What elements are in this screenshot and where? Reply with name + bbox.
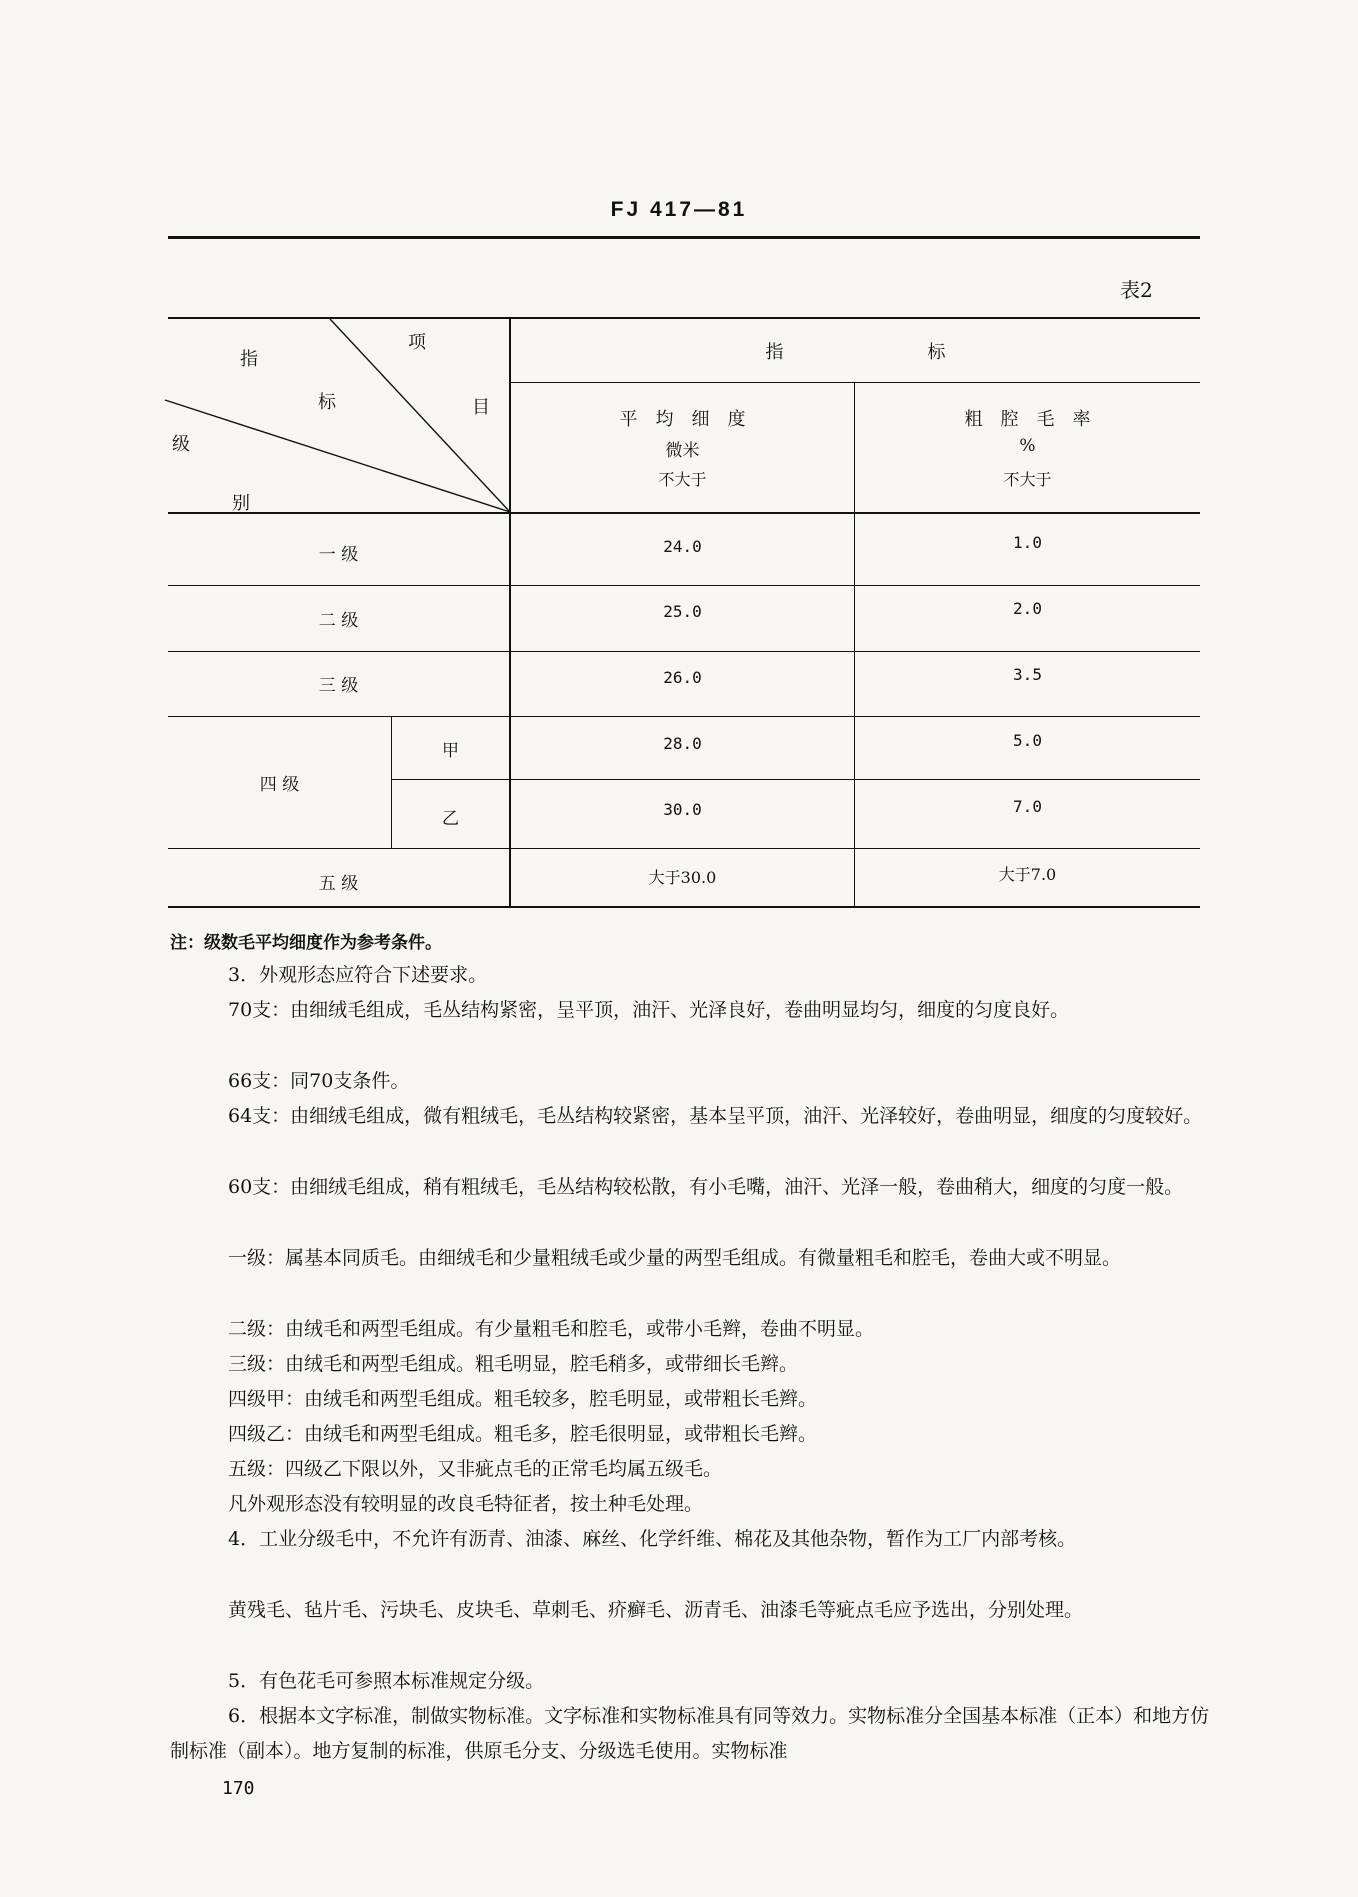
paragraph-10: 四级乙：由绒毛和两型毛组成。粗毛多，腔毛很明显，或带粗长毛辫。 [228, 1423, 818, 1445]
grade-cell-4: 四 级 [259, 775, 300, 795]
corner-label-ji: 级 [172, 434, 190, 455]
paragraph-14: 黄残毛、毡片毛、污块毛、皮块毛、草刺毛、疥癣毛、沥青毛、油漆毛等疵点毛应予选出，分别处理。 [228, 1599, 1084, 1621]
rate-cell-5: 7.0 [1013, 797, 1042, 816]
column-header-rate: 粗 腔 毛 率 [964, 409, 1091, 430]
subgrade-cell-jia: 甲 [442, 741, 459, 761]
rate-cell-1: 1.0 [1013, 533, 1042, 552]
grade-cell-1: 一 级 [318, 545, 359, 565]
page-number: 170 [222, 1778, 255, 1799]
paragraph-15: 5．有色花毛可参照本标准规定分级。 [228, 1670, 545, 1692]
column-unit-fineness: 微米 [665, 441, 700, 461]
paragraph-8: 三级：由绒毛和两型毛组成。粗毛明显，腔毛稍多，或带细长毛辫。 [228, 1353, 799, 1375]
fineness-cell-5: 30.0 [663, 800, 702, 819]
grade-cell-6: 五 级 [318, 874, 359, 894]
paragraph-1: 3．外观形态应符合下述要求。 [228, 964, 488, 986]
rate-cell-4: 5.0 [1013, 731, 1042, 750]
fineness-cell-2: 25.0 [663, 602, 702, 621]
paragraph-5: 60支：由细绒毛组成，稍有粗绒毛，毛丛结构较松散，有小毛嘴，油汗、光泽一般，卷曲稍大，细度的匀度一般。 [228, 1176, 1184, 1198]
fineness-cell-1: 24.0 [663, 537, 702, 556]
column-cond-rate: 不大于 [1003, 470, 1052, 489]
corner-label-zhi: 指 [240, 349, 258, 370]
paragraph-7: 二级：由绒毛和两型毛组成。有少量粗毛和腔毛，或带小毛辫，卷曲不明显。 [228, 1318, 875, 1340]
paragraph-12: 凡外观形态没有较明显的改良毛特征者，按土种毛处理。 [228, 1493, 704, 1515]
paragraph-16: 6．根据本文字标准，制做实物标准。文字标准和实物标准具有同等效力。实物标准分全国基本标准（正本）和地方仿制标准（副本）。地方复制的标准，供原毛分支、分级选毛使用。实物标准 [170, 1705, 1210, 1762]
grade-cell-2: 二 级 [318, 611, 359, 631]
column-header-fineness: 平 均 细 度 [619, 409, 746, 430]
column-unit-rate: % [1019, 436, 1036, 456]
fineness-cell-3: 26.0 [663, 668, 702, 687]
paragraph-4: 64支：由细绒毛组成，微有粗绒毛，毛丛结构较紧密，基本呈平顶，油汗、光泽较好，卷曲明显，细度的匀度较好。 [228, 1105, 1203, 1127]
paragraph-9: 四级甲：由绒毛和两型毛组成。粗毛较多，腔毛明显，或带粗长毛辫。 [228, 1388, 818, 1410]
rate-cell-3: 3.5 [1013, 665, 1042, 684]
table-note: 注：级数毛平均细度作为参考条件。 [170, 933, 442, 953]
subgrade-cell-yi: 乙 [442, 809, 459, 829]
corner-label-biao: 标 [318, 392, 336, 413]
rate-cell-6: 大于7.0 [998, 865, 1057, 884]
paragraph-3: 66支：同70支条件。 [228, 1070, 410, 1092]
document-code: FJ 417—81 [610, 198, 748, 221]
fineness-cell-4: 28.0 [663, 734, 702, 753]
corner-label-mu: 目 [472, 397, 490, 418]
column-cond-fineness: 不大于 [658, 470, 707, 489]
paragraph-2: 70支：由细绒毛组成，毛丛结构紧密，呈平顶，油汗、光泽良好，卷曲明显均匀，细度的匀度良好。 [228, 999, 1070, 1021]
grade-cell-3: 三 级 [318, 676, 359, 696]
corner-label-xiang: 项 [408, 332, 426, 353]
paragraph-13: 4．工业分级毛中，不允许有沥青、油漆、麻丝、化学纤维、棉花及其他杂物，暂作为工厂内部考核。 [228, 1528, 1077, 1550]
table-label: 表2 [1120, 278, 1153, 302]
corner-label-bie: 别 [232, 493, 250, 514]
fineness-cell-6: 大于30.0 [648, 868, 717, 887]
paragraph-6: 一级：属基本同质毛。由细绒毛和少量粗绒毛或少量的两型毛组成。有微量粗毛和腔毛，卷曲大或不明显。 [228, 1247, 1122, 1269]
paragraph-11: 五级：四级乙下限以外，又非疵点毛的正常毛均属五级毛。 [228, 1458, 723, 1480]
indicator-group-header: 指 标 [765, 342, 946, 363]
rate-cell-2: 2.0 [1013, 599, 1042, 618]
